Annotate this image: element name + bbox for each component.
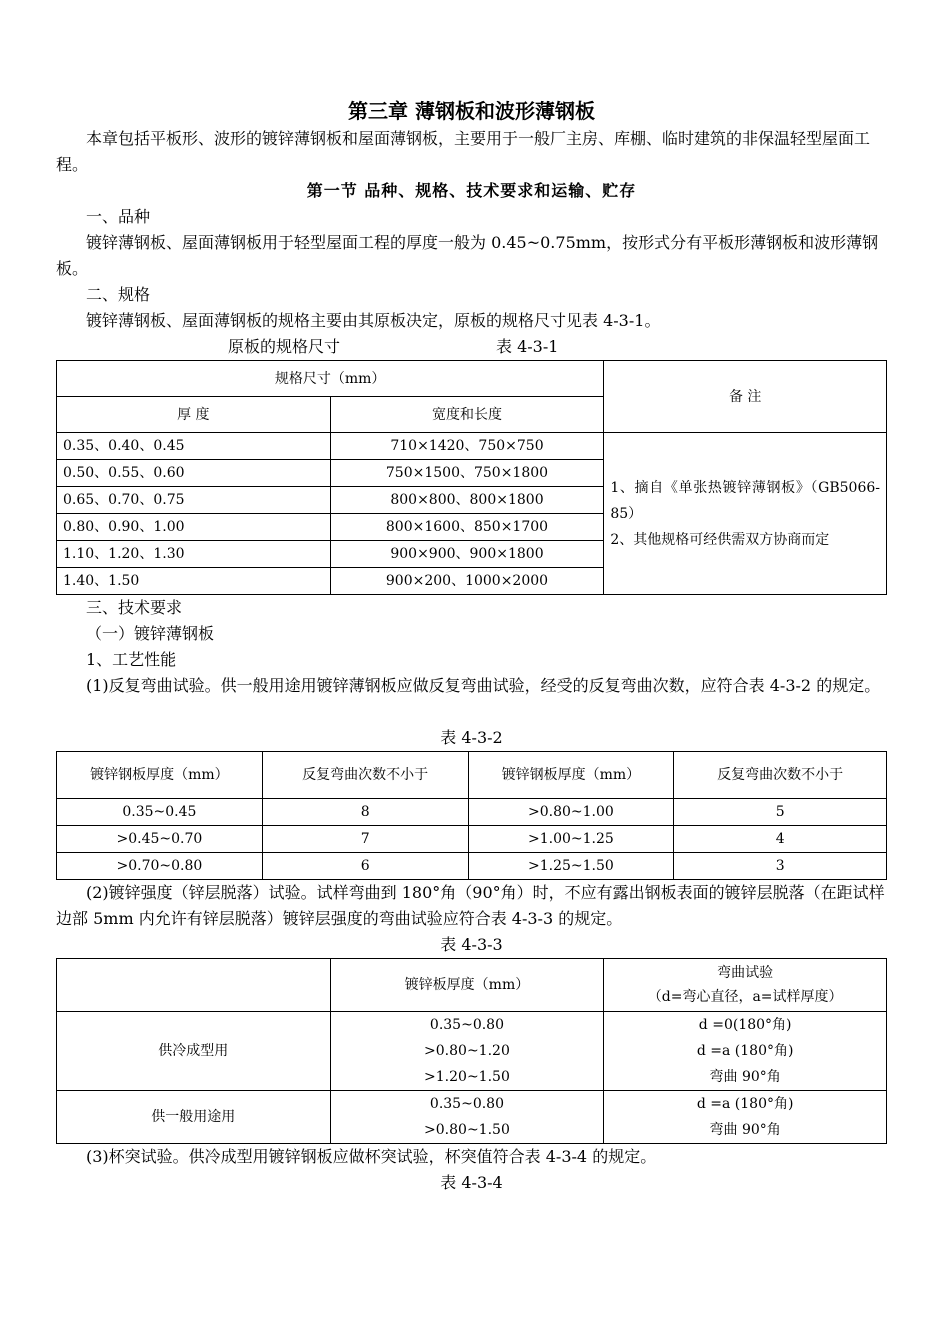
table3-value: d =0(180°角) xyxy=(698,1017,792,1033)
paragraph-bend-test: (1)反复弯曲试验。供一般用途用镀锌薄钢板应做反复弯曲试验，经受的反复弯曲次数，应符合表 4-3-2 的规定。 xyxy=(86,676,881,695)
intro-paragraph: 本章包括平板形、波形的镀锌薄钢板和屋面薄钢板，主要用于一般厂主房、库棚、临时建筑的非保温轻型屋面工程。 xyxy=(56,129,871,174)
table3-group-label: 供冷成型用 xyxy=(57,1012,331,1091)
document-page xyxy=(56,96,887,1196)
table1-thickness-cell: 0.80、0.90、1.00 xyxy=(57,514,331,541)
table2-header-cell: 反复弯曲次数不小于 xyxy=(674,752,887,799)
table1-size-cell: 800×800、800×1800 xyxy=(330,487,604,514)
table1-thickness-cell: 0.35、0.40、0.45 xyxy=(57,433,331,460)
table1-header-thickness: 厚 度 xyxy=(57,397,331,433)
table-plate-sizes xyxy=(56,360,887,595)
paragraph-cup-test: (3)杯突试验。供冷成型用镀锌钢板应做杯突试验，杯突值符合表 4-3-4 的规定。 xyxy=(86,1147,657,1166)
table2-cell: 4 xyxy=(674,826,887,853)
table3-value: 弯曲 90°角 xyxy=(709,1122,781,1138)
table2-cell: >1.25~1.50 xyxy=(468,853,674,880)
table2-cell: >0.70~0.80 xyxy=(57,853,263,880)
paragraph-variety: 镀锌薄钢板、屋面薄钢板用于轻型屋面工程的厚度一般为 0.45~0.75mm，按形式分有平板形薄钢板和波形薄钢板。 xyxy=(56,233,879,278)
table1-thickness-cell: 0.50、0.55、0.60 xyxy=(57,460,331,487)
heading-spec: 二、规格 xyxy=(86,285,151,304)
table1-caption xyxy=(56,334,887,360)
table2-cell: 5 xyxy=(674,799,887,826)
table1-thickness-cell: 1.10、1.20、1.30 xyxy=(57,541,331,568)
table3-value: >0.80~1.50 xyxy=(424,1122,510,1138)
table1-header-spec: 规格尺寸（mm） xyxy=(57,361,604,397)
table1-size-cell: 750×1500、750×1800 xyxy=(330,460,604,487)
table2-header-cell: 镀锌钢板厚度（mm） xyxy=(57,752,263,799)
table3-thickness-cell xyxy=(330,1012,604,1091)
table-row xyxy=(57,826,887,853)
heading-galvanized: （一）镀锌薄钢板 xyxy=(86,624,215,643)
table3-value: 0.35~0.80 xyxy=(429,1096,504,1112)
table1-note-cell xyxy=(604,433,887,595)
heading-process: 1、工艺性能 xyxy=(86,650,177,669)
table2-cell: >0.80~1.00 xyxy=(468,799,674,826)
table3-value: d =a (180°角) xyxy=(696,1043,794,1059)
table2-header-cell: 镀锌钢板厚度（mm） xyxy=(468,752,674,799)
table2-cell: 0.35~0.45 xyxy=(57,799,263,826)
table3-header-thickness: 镀锌板厚度（mm） xyxy=(330,959,604,1012)
table3-value: 0.35~0.80 xyxy=(429,1017,504,1033)
table-row xyxy=(57,959,887,1012)
table2-cell: 3 xyxy=(674,853,887,880)
table1-header-note: 备 注 xyxy=(604,361,887,433)
table1-size-cell: 800×1600、850×1700 xyxy=(330,514,604,541)
table-row xyxy=(57,1091,887,1144)
section-title: 第一节 品种、规格、技术要求和运输、贮存 xyxy=(306,181,637,200)
table3-group-label: 供一般用途用 xyxy=(57,1091,331,1144)
paragraph-spec: 镀锌薄钢板、屋面薄钢板的规格主要由其原板决定，原板的规格尺寸见表 4-3-1。 xyxy=(86,311,661,330)
table-row xyxy=(57,1012,887,1091)
table2-cell: 8 xyxy=(262,799,468,826)
table1-size-cell: 710×1420、750×750 xyxy=(330,433,604,460)
table1-caption-name: 原板的规格尺寸 xyxy=(228,337,341,356)
table2-caption: 表 4-3-2 xyxy=(440,728,503,747)
table2-cell: 6 xyxy=(262,853,468,880)
paragraph-zinc-strength: (2)镀锌强度（锌层脱落）试验。试样弯曲到 180°角（90°角）时，不应有露出钢板表面的镀锌层脱落（在距试样边部 5mm 内允许有锌层脱落）镀锌层强度的弯曲试验应符合表 4-3-3 的规定。 xyxy=(56,883,885,928)
table3-header-bend-title: 弯曲试验 xyxy=(717,965,774,981)
heading-variety: 一、品种 xyxy=(86,207,151,226)
table1-size-cell: 900×900、900×1800 xyxy=(330,541,604,568)
table2-header-cell: 反复弯曲次数不小于 xyxy=(262,752,468,799)
table-row xyxy=(57,799,887,826)
table3-header-empty xyxy=(57,959,331,1012)
spacer xyxy=(56,699,887,725)
table2-cell: >0.45~0.70 xyxy=(57,826,263,853)
table1-thickness-cell: 1.40、1.50 xyxy=(57,568,331,595)
table3-thickness-cell xyxy=(330,1091,604,1144)
table1-note-line1: 1、摘自《单张热镀锌薄钢板》（GB5066-85） xyxy=(610,479,880,522)
table3-bend-cell xyxy=(604,1091,887,1144)
table3-header-bend-note: （d=弯心直径，a=试样厚度） xyxy=(647,989,843,1005)
table3-value: >1.20~1.50 xyxy=(424,1069,510,1085)
table1-thickness-cell: 0.65、0.70、0.75 xyxy=(57,487,331,514)
table3-header-bend xyxy=(604,959,887,1012)
table3-value: >0.80~1.20 xyxy=(424,1043,510,1059)
table1-size-cell: 900×200、1000×2000 xyxy=(330,568,604,595)
table3-value: 弯曲 90°角 xyxy=(709,1069,781,1085)
table-row xyxy=(57,853,887,880)
heading-tech: 三、技术要求 xyxy=(86,598,183,617)
table-row xyxy=(57,752,887,799)
table1-caption-number: 表 4-3-1 xyxy=(496,337,559,356)
table-zinc-bend xyxy=(56,958,887,1144)
table3-caption: 表 4-3-3 xyxy=(440,935,503,954)
table3-value: d =a (180°角) xyxy=(696,1096,794,1112)
table4-caption: 表 4-3-4 xyxy=(440,1173,503,1192)
table3-bend-cell xyxy=(604,1012,887,1091)
table2-cell: >1.00~1.25 xyxy=(468,826,674,853)
table1-note-line2: 2、其他规格可经供需双方协商而定 xyxy=(610,531,830,548)
table1-header-size: 宽度和长度 xyxy=(330,397,604,433)
table-bend-count xyxy=(56,751,887,880)
chapter-title: 第三章 薄钢板和波形薄钢板 xyxy=(348,99,595,123)
table-row xyxy=(57,433,887,460)
table2-cell: 7 xyxy=(262,826,468,853)
